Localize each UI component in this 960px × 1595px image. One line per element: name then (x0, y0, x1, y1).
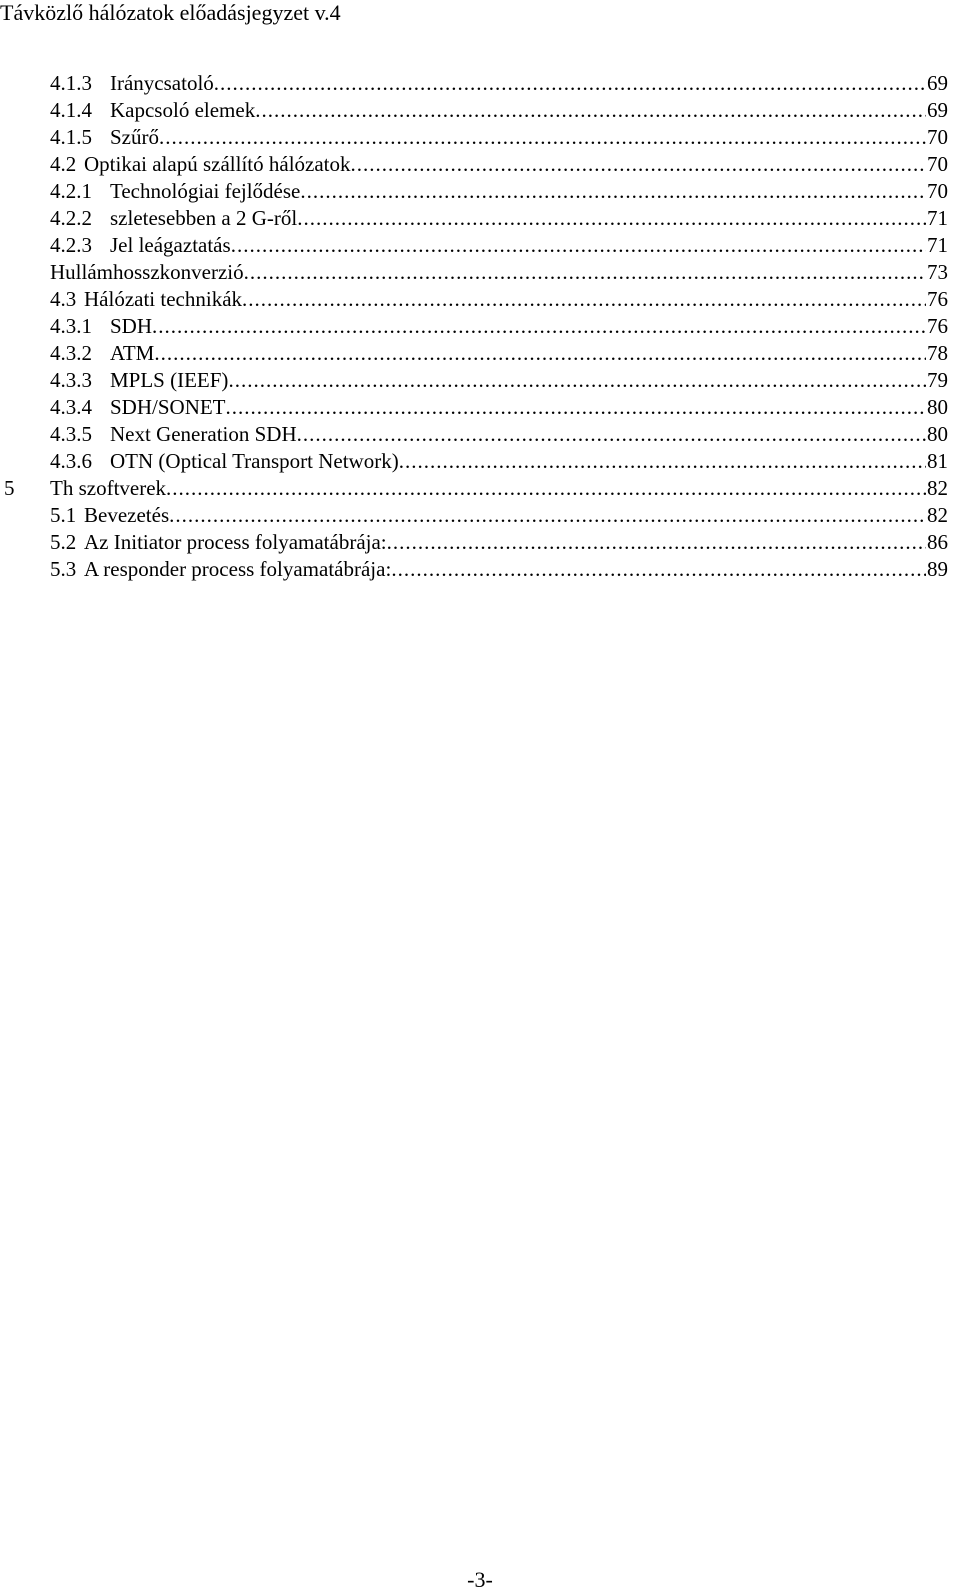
toc-entry-number: 4.3.4 (50, 395, 92, 419)
toc-entry-title: A responder process folyamatábrája: (84, 557, 392, 581)
toc-entry-page: 82 (927, 503, 948, 527)
toc-entry-page: 79 (927, 368, 948, 392)
toc-entry[interactable] (0, 311, 948, 338)
toc-entry-title: Hálózati technikák (84, 287, 243, 311)
toc-entry-title: MPLS (IEEF) (110, 368, 229, 392)
toc-entry[interactable] (0, 149, 948, 176)
toc-entry[interactable] (0, 203, 948, 230)
toc-dot-leader (154, 341, 926, 365)
toc-entry[interactable] (0, 176, 948, 203)
toc-entry-number: 4.3.2 (50, 341, 92, 365)
toc-entry[interactable] (0, 500, 948, 527)
toc-entry-page: 70 (927, 179, 948, 203)
toc-dot-leader (297, 422, 926, 446)
toc-entry-page: 70 (927, 152, 948, 176)
toc-entry[interactable] (0, 122, 948, 149)
toc-entry-title: Az Initiator process folyamatábrája: (84, 530, 387, 554)
toc-entry-title: Next Generation SDH (110, 422, 297, 446)
toc-entry-page: 76 (927, 314, 948, 338)
toc-entry-number: 5 (4, 476, 15, 500)
toc-entry-page: 78 (927, 341, 948, 365)
toc-entry-number: 4.3.1 (50, 314, 92, 338)
toc-entry[interactable] (0, 230, 948, 257)
toc-entry-page: 76 (927, 287, 948, 311)
toc-entry[interactable] (0, 527, 948, 554)
toc-entry-page: 86 (927, 530, 948, 554)
toc-entry-title: Szűrő (110, 125, 159, 149)
toc-entry[interactable] (0, 446, 948, 473)
toc-entry-page: 71 (927, 206, 948, 230)
toc-dot-leader (226, 395, 926, 419)
toc-entry-number: 4.3.6 (50, 449, 92, 473)
toc-dot-leader (169, 503, 926, 527)
toc-entry[interactable] (0, 95, 948, 122)
toc-entry-title: szletesebben a 2 G-ről (110, 206, 298, 230)
toc-entry-title: SDH (110, 314, 153, 338)
toc-dot-leader (391, 557, 926, 581)
toc-entry-page: 69 (927, 98, 948, 122)
toc-entry-number: 4.3 (50, 287, 77, 311)
toc-entry[interactable] (0, 392, 948, 419)
toc-dot-leader (228, 368, 926, 392)
toc-entry[interactable] (0, 365, 948, 392)
toc-dot-leader (387, 530, 926, 554)
toc-entry-title: Bevezetés (84, 503, 170, 527)
toc-entry-page: 80 (927, 395, 948, 419)
toc-dot-leader (152, 314, 926, 338)
toc-dot-leader (242, 287, 926, 311)
toc-entry-page: 73 (927, 260, 948, 284)
toc-entry-number: 4.3.3 (50, 368, 92, 392)
toc-entry-title: OTN (Optical Transport Network) (110, 449, 399, 473)
toc-entry-number: 4.2.3 (50, 233, 92, 257)
toc-dot-leader (255, 98, 926, 122)
toc-dot-leader (214, 71, 926, 95)
toc-entry-page: 69 (927, 71, 948, 95)
toc-entry-title: Th szoftverek (50, 476, 167, 500)
toc-entry-title: SDH/SONET (110, 395, 226, 419)
toc-entry-number: 5.2 (50, 530, 77, 554)
toc-dot-leader (297, 206, 926, 230)
toc-dot-leader (166, 476, 926, 500)
toc-entry-number: 4.1.5 (50, 125, 92, 149)
toc-entry-number: 4.2 (50, 152, 77, 176)
toc-entry[interactable] (0, 338, 948, 365)
page-number: -3- (467, 1567, 493, 1592)
toc-entry-number: 4.1.4 (50, 98, 92, 122)
toc-entry[interactable] (0, 554, 948, 581)
toc-entry-number: 5.3 (50, 557, 77, 581)
toc-entry-page: 71 (927, 233, 948, 257)
toc-entry-number: 5.1 (50, 503, 77, 527)
toc-dot-leader (351, 152, 927, 176)
toc-entry-number: 4.1.3 (50, 71, 92, 95)
toc-entry-title: Jel leágaztatás (110, 233, 231, 257)
toc-dot-leader (300, 179, 926, 203)
toc-entry-title: ATM (110, 341, 155, 365)
toc-entry[interactable] (0, 473, 948, 500)
toc-entry[interactable] (0, 419, 948, 446)
toc-dot-leader (399, 449, 926, 473)
toc-dot-leader (159, 125, 926, 149)
toc-entry[interactable] (0, 284, 948, 311)
toc-dot-leader (231, 233, 926, 257)
toc-entry-page: 82 (927, 476, 948, 500)
toc-entry-page: 89 (927, 557, 948, 581)
toc-entry-page: 70 (927, 125, 948, 149)
toc-entry-title: Optikai alapú szállító hálózatok (84, 152, 351, 176)
table-of-contents (0, 68, 948, 581)
toc-entry-title: Technológiai fejlődése (110, 179, 301, 203)
toc-entry-title: Kapcsoló elemek (110, 98, 256, 122)
toc-entry-title: Iránycsatoló (110, 71, 214, 95)
toc-entry-number: 4.2.2 (50, 206, 92, 230)
toc-entry[interactable] (0, 68, 948, 95)
toc-entry-page: 80 (927, 422, 948, 446)
toc-dot-leader (244, 260, 926, 284)
running-header: Távközlő hálózatok előadásjegyzet v.4 (0, 0, 341, 25)
toc-entry[interactable] (0, 257, 948, 284)
toc-entry-title: Hullámhosszkonverzió (50, 260, 244, 284)
toc-entry-number: 4.2.1 (50, 179, 92, 203)
toc-entry-number: 4.3.5 (50, 422, 92, 446)
toc-entry-page: 81 (927, 449, 948, 473)
